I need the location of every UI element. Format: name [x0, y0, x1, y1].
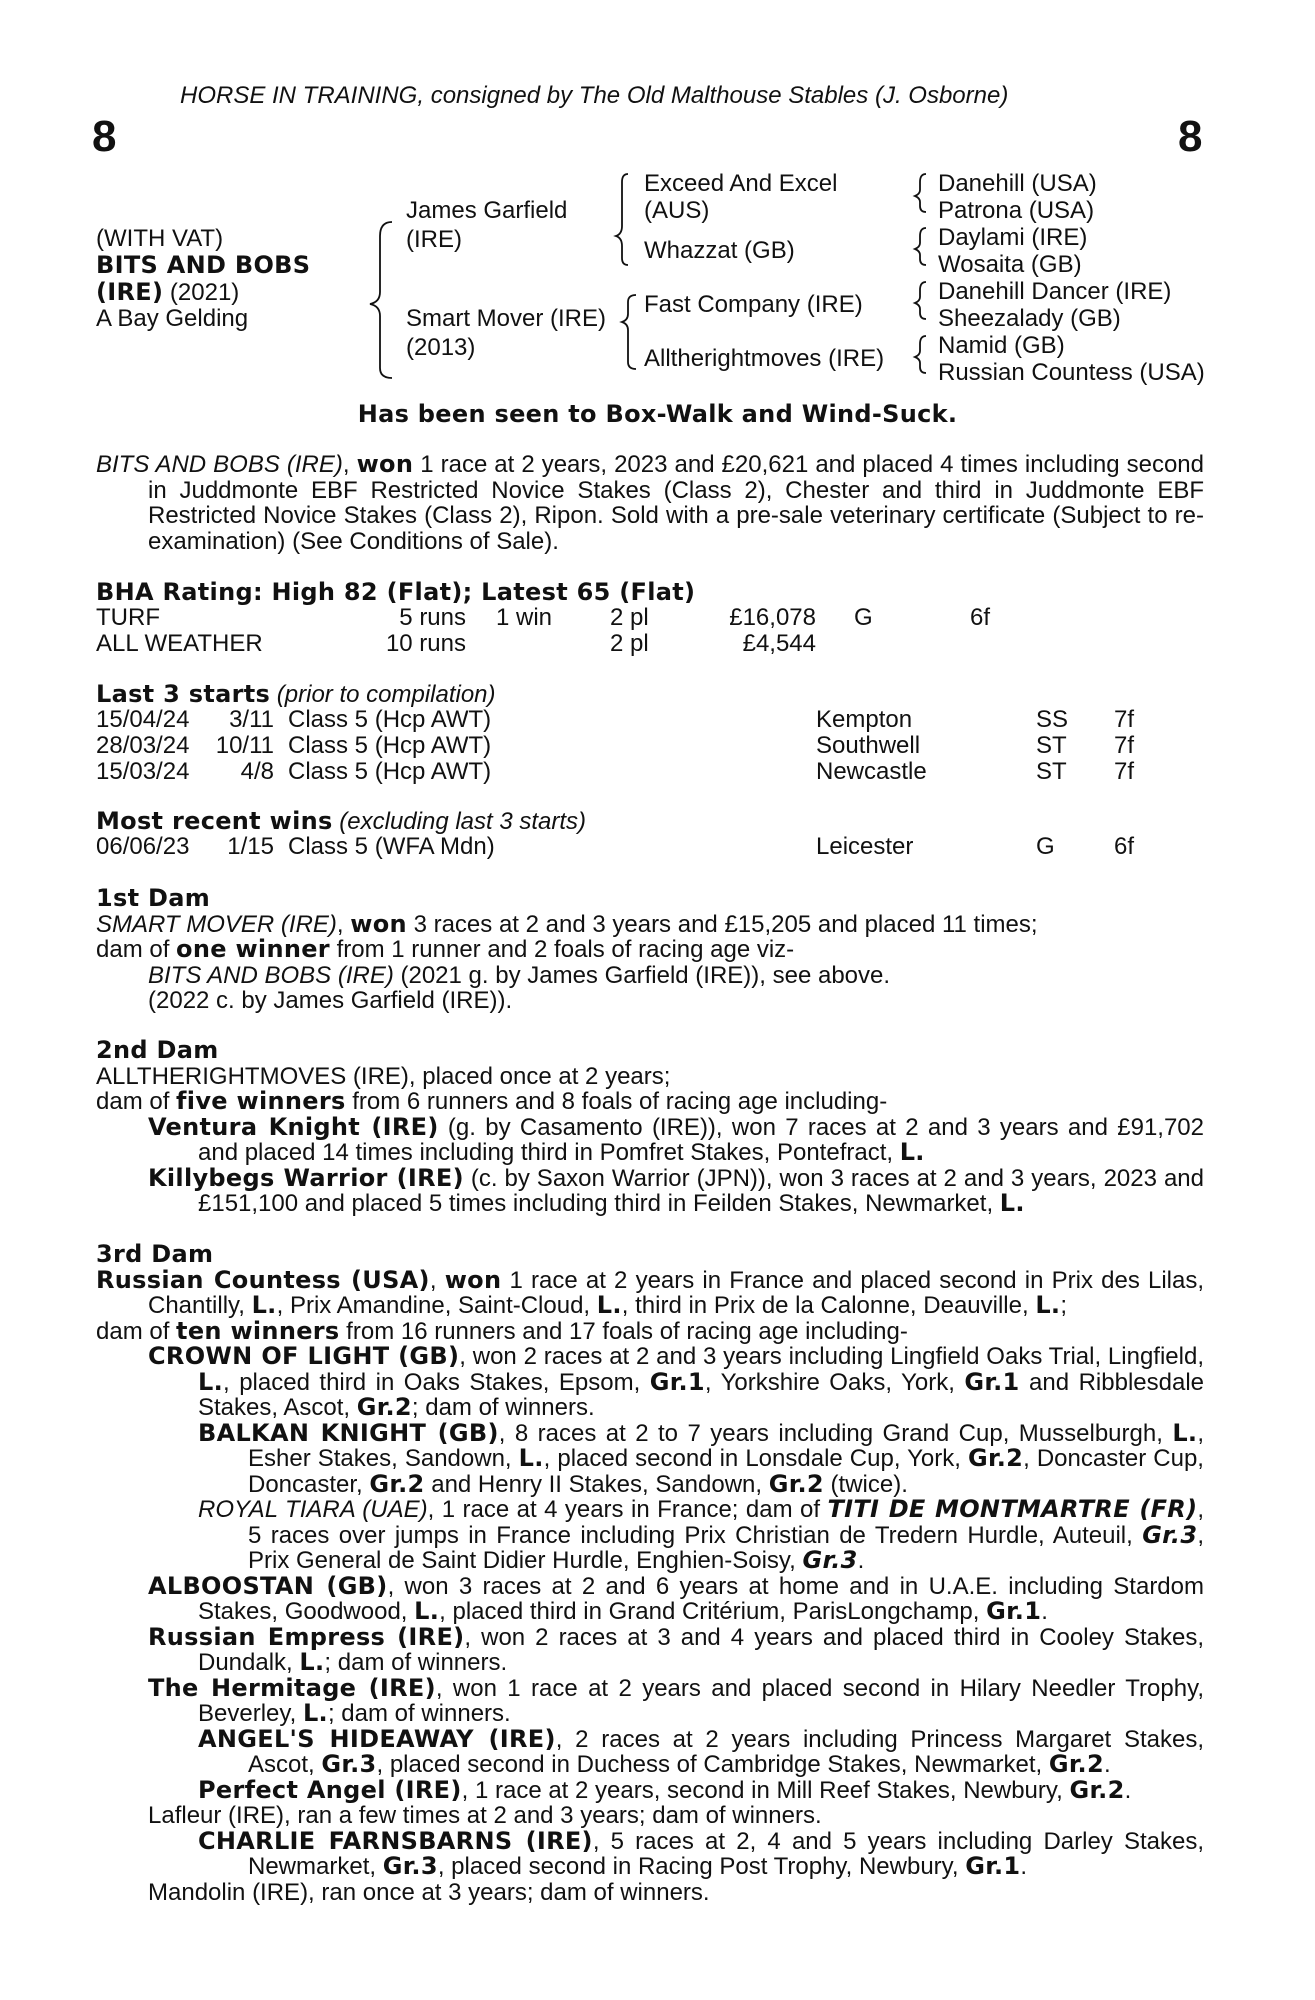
table-row: 15/04/24 3/11 Class 5 (Hcp AWT) Kempton SS 7f [96, 706, 1135, 733]
second-dam-title: 2nd Dam [96, 1036, 219, 1064]
catalogue-header: HORSE IN TRAINING, consigned by The Old Malthouse Stables (J. Osborne) [180, 82, 1009, 109]
sire-brace [616, 174, 628, 265]
horse-name: BITS AND BOBS [96, 251, 311, 279]
third-dam-title: 3rd Dam [96, 1240, 214, 1268]
main-brace [370, 222, 392, 378]
summary-horse-name: BITS AND BOBS (IRE) [96, 451, 343, 478]
race-summary: BITS AND BOBS (IRE), won 1 race at 2 years, 2023 and £20,621 and placed 4 times including second in Juddmonte EBF Restricted Novice Stakes (Class 2), Chester and third in Juddmonte EBF Restricted Novice Stakes (Class 2), Ripon. Sold with a pre-sale veterinary certificate (Subject to re-examination) (See Conditions of Sale). [96, 450, 1204, 555]
horse-year: (2021) [169, 279, 240, 306]
pedigree-sire-sire: Exceed And Excel (AUS) [644, 170, 838, 224]
bha-rating-title: BHA Rating: High 82 (Flat); Latest 65 (Flat) [96, 578, 696, 606]
horse-country: (IRE) [96, 278, 164, 306]
pedigree-sire: James Garfield (IRE) [406, 197, 568, 253]
first-dam-section: 1st Dam SMART MOVER (IRE), won 3 races at 2 and 3 years and £15,205 and placed 11 times; dam of one winner from 1 runner and 2 foals of racing age viz- BITS AND BOBS (IRE) (2021 g. by James Garfield (IRE)), see above. (2022 c. by James Garfield (IRE)). [96, 886, 1204, 1014]
last-starts-table [96, 707, 1196, 785]
pedigree-great-grandparents: Danehill (USA) Patrona (USA) Daylami (IRE) Wosaita (GB) Danehill Dancer (IRE) Sheezalady (GB) Namid (GB) Russian Countess (USA) [938, 170, 1205, 386]
rating-table [96, 605, 1196, 657]
second-dam-section: 2nd Dam ALLTHERIGHTMOVES (IRE), placed once at 2 years; dam of five winners from 6 runners and 8 foals of racing age including- Ventura Knight (IRE) (g. by Casamento (IRE)), won 7 races at 2 and 3 years and £91,702 and placed 14 times including third in Pomfret Stakes, Pontefract, L. Killybegs Warrior (IRE) (c. by Saxon Warrior (JPN)), won 3 races at 2 and 3 years, 2023 and £151,100 and placed 5 times including third in Feilden Stakes, Newmarket, L. [96, 1036, 1204, 1217]
gg-brace-3 [915, 282, 926, 319]
table-row: 15/03/24 4/8 Class 5 (Hcp AWT) Newcastle ST 7f [96, 758, 1135, 785]
pedigree-dam-sire: Fast Company (IRE) [644, 291, 863, 318]
gg-brace-1 [915, 174, 926, 212]
first-dam-title: 1st Dam [96, 884, 211, 912]
pedigree-sire-dam: Whazzat (GB) [644, 237, 795, 264]
horse-description: A Bay Gelding [96, 305, 249, 332]
vat-label: (WITH VAT) [96, 225, 224, 252]
table-row: 28/03/24 10/11 Class 5 (Hcp AWT) Southwell ST 7f [96, 732, 1135, 759]
dam-brace [622, 295, 636, 369]
gg-brace-4 [915, 336, 926, 373]
pedigree-dam: Smart Mover (IRE) (2013) [406, 305, 607, 361]
recent-wins-title: Most recent wins (excluding last 3 starts) [96, 807, 587, 835]
third-dam-section: 3rd Dam Russian Countess (USA), won 1 race at 2 years in France and placed second in Prix des Lilas, Chantilly, L., Prix Amandine, Saint-Cloud, L., third in Prix de la Calonne, Deauville, L.; dam of ten winners from 16 runners and 17 foals of racing age including- CROWN OF LIGHT (GB), won 2 races at 2 and 3 years including Lingfield Oaks Trial, Lingfield, L., placed third in Oaks Stakes, Epsom, Gr.1, Yorkshire Oaks, York, Gr.1 and Ribblesdale Stakes, Ascot, Gr.2; dam of winners. BALKAN KNIGHT (GB), 8 races at 2 to 7 years including Grand Cup, Musselburgh, L., Esher Stakes, Sandown, L., placed second in Lonsdale Cup, York, Gr.2, Doncaster Cup, Doncaster, Gr.2 and Henry II Stakes, Sandown, Gr.2 (twice). ROYAL TIARA (UAE), 1 race at 4 years in France; dam of TITI DE MONTMARTRE (FR), 5 races over jumps in France including Prix Christian de Tredern Hurdle, Auteuil, Gr.3, Prix General de Saint Didier Hurdle, Enghien-Soisy, Gr.3. ALBOOSTAN (GB), won 3 races at 2 and 6 years at home and in U.A.E. including Stardom Stakes, Goodwood, L., placed third in Grand Critérium, ParisLongchamp, Gr.1. Russian Empress (IRE), won 2 races at 3 and 4 years and placed third in Cooley Stakes, Dundalk, L.; dam of winners. The Hermitage (IRE), won 1 race at 2 years and placed second in Hilary Needler Trophy, Beverley, L.; dam of winners. ANGEL'S HIDEAWAY (IRE), 2 races at 2 years including Princess Margaret Stakes, Ascot, Gr.3, placed second in Duchess of Cambridge Stakes, Newmarket, Gr.2. Perfect Angel (IRE), 1 race at 2 years, second in Mill Reef Stakes, Newbury, Gr.2. Lafleur (IRE), ran a few times at 2 and 3 years; dam of winners. CHARLIE FARNSBARNS (IRE), 5 races at 2, 4 and 5 years including Darley Stakes, Newmarket, Gr.3, placed second in Racing Post Trophy, Newbury, Gr.1. Mandolin (IRE), ran once at 3 years; dam of winners. [96, 1240, 1205, 1906]
rating-row-all-weather: ALL WEATHER 10 runs 2 pl £4,544 [96, 630, 816, 657]
recent-wins-table [96, 834, 1196, 860]
table-row: 06/06/23 1/15 Class 5 (WFA Mdn) Leicester G 6f [96, 833, 1135, 860]
lot-number-right: 8 [1178, 112, 1203, 161]
rating-row-turf: TURF 5 runs 1 win 2 pl £16,078 G 6f [96, 604, 991, 631]
last-starts-title: Last 3 starts (prior to compilation) [96, 680, 496, 708]
gg-brace-2 [915, 228, 926, 265]
lot-number-left: 8 [92, 112, 117, 161]
vice-notice: Has been seen to Box-Walk and Wind-Suck. [357, 400, 958, 428]
pedigree-dam-dam: Alltherightmoves (IRE) [644, 345, 885, 372]
